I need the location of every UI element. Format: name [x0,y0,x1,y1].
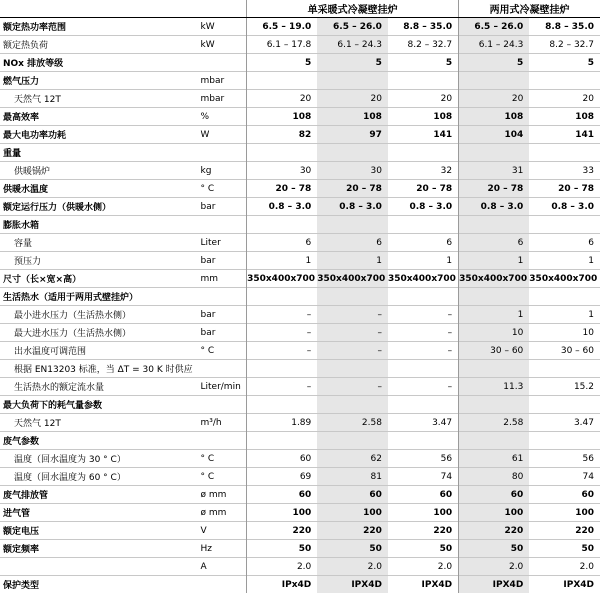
row-value: 60 [388,486,459,504]
table-row [0,126,600,144]
row-value: 220 [529,522,600,540]
row-value: 6.5 – 26.0 [459,18,530,36]
row-value [317,72,388,90]
row-value: – [317,306,388,324]
row-value [529,432,600,450]
row-value: 15.2 [529,378,600,396]
table-row [0,36,600,54]
row-unit [196,432,246,450]
header-group-heating-only: 单采暖式冷凝壁挂炉 [247,0,459,18]
row-value: 56 [388,450,459,468]
row-label: 膨胀水箱 [0,216,196,234]
row-value: 2.0 [459,558,530,576]
row-label: 最大负荷下的耗气量参数 [0,396,196,414]
row-label: 容量 [0,234,196,252]
row-value: 82 [247,126,318,144]
row-unit: ° C [196,180,246,198]
row-value: 100 [459,504,530,522]
row-value: 108 [317,108,388,126]
row-unit: A [196,558,246,576]
row-value: 1 [459,252,530,270]
row-value: 108 [247,108,318,126]
table-row [0,450,600,468]
row-value: 30 – 60 [459,342,530,360]
row-value: 108 [529,108,600,126]
row-value [317,288,388,306]
row-label: 额定热负荷 [0,36,196,54]
table-row [0,432,600,450]
row-value [388,216,459,234]
row-value: 20 – 78 [459,180,530,198]
row-unit: W [196,126,246,144]
table-row [0,360,600,378]
row-label: 额定频率 [0,540,196,558]
table-row [0,288,600,306]
header-group-combi: 两用式冷凝壁挂炉 [459,0,600,18]
row-value: 1 [317,252,388,270]
row-value: 56 [529,450,600,468]
row-value: 6 [388,234,459,252]
header-spacer-label [0,0,196,18]
table-row [0,216,600,234]
row-value: – [247,306,318,324]
row-value: IPX4D [388,576,459,593]
row-value: 5 [247,54,318,72]
row-value: – [317,342,388,360]
row-value: 8.8 – 35.0 [529,18,600,36]
row-value: 20 [459,90,530,108]
row-value: 6.5 – 19.0 [247,18,318,36]
row-unit [196,360,246,378]
row-value: 220 [317,522,388,540]
row-value: 20 [247,90,318,108]
row-value: 20 – 78 [317,180,388,198]
row-value: 69 [247,468,318,486]
row-value: 10 [459,324,530,342]
table-row [0,414,600,432]
row-value: 20 – 78 [247,180,318,198]
row-value: 81 [317,468,388,486]
row-value: 350x400x700 [317,270,388,288]
row-label: 生活热水（适用于两用式壁挂炉） [0,288,196,306]
row-value: 30 – 60 [529,342,600,360]
table-row [0,18,600,36]
row-value: 74 [388,468,459,486]
row-value: – [388,378,459,396]
row-value: 1 [247,252,318,270]
row-label: 预压力 [0,252,196,270]
row-value [388,288,459,306]
row-label: 最小进水压力（生活热水侧） [0,306,196,324]
row-value [388,72,459,90]
row-value: 220 [459,522,530,540]
row-unit [196,288,246,306]
row-label: 最大进水压力（生活热水侧） [0,324,196,342]
row-unit: mm [196,270,246,288]
table-row [0,270,600,288]
row-value: 100 [247,504,318,522]
row-value [247,144,318,162]
row-value: 20 [388,90,459,108]
row-value [459,72,530,90]
row-value: 0.8 – 3.0 [459,198,530,216]
row-unit: ø mm [196,486,246,504]
row-value: 97 [317,126,388,144]
row-value [459,216,530,234]
row-value: 20 – 78 [529,180,600,198]
row-value: 60 [247,486,318,504]
row-value [529,72,600,90]
row-value: 6 [529,234,600,252]
row-unit: Liter/min [196,378,246,396]
row-value: 30 [317,162,388,180]
row-value: 32 [388,162,459,180]
row-value: 1.89 [247,414,318,432]
row-label: 生活热水的额定流水量 [0,378,196,396]
row-label: 废气参数 [0,432,196,450]
row-value [388,396,459,414]
row-value [317,360,388,378]
table-row [0,162,600,180]
row-value: 60 [459,486,530,504]
row-label: 出水温度可调范围 [0,342,196,360]
row-label: 燃气压力 [0,72,196,90]
row-value: 60 [317,486,388,504]
row-label: 最大电功率功耗 [0,126,196,144]
row-value [529,288,600,306]
row-value [247,288,318,306]
table-row [0,540,600,558]
row-unit: ° C [196,342,246,360]
row-value: 11.3 [459,378,530,396]
row-value: 6 [317,234,388,252]
row-value: 8.8 – 35.0 [388,18,459,36]
row-value [459,144,530,162]
row-value: 6.1 – 17.8 [247,36,318,54]
row-value: IPX4D [529,576,600,593]
row-unit [196,216,246,234]
row-label: 天然气 12T [0,90,196,108]
table-body [0,18,600,593]
row-unit: V [196,522,246,540]
row-value [459,396,530,414]
row-value: 350x400x700 [459,270,530,288]
row-value [247,72,318,90]
row-value: 220 [388,522,459,540]
row-unit: Hz [196,540,246,558]
row-value: IPX4D [317,576,388,593]
row-value: 100 [529,504,600,522]
table-row [0,576,600,593]
row-value: 3.47 [529,414,600,432]
row-unit: bar [196,324,246,342]
row-value: 1 [388,252,459,270]
table-row [0,108,600,126]
table-header-row [0,0,600,18]
row-value: 8.2 – 32.7 [529,36,600,54]
row-value: 74 [529,468,600,486]
table-row [0,252,600,270]
row-value: 6 [459,234,530,252]
row-value: 60 [529,486,600,504]
row-value: 6.1 – 24.3 [317,36,388,54]
row-label: 额定热功率范围 [0,18,196,36]
row-value: 31 [459,162,530,180]
row-value [317,144,388,162]
row-value: 33 [529,162,600,180]
table-row [0,234,600,252]
row-value: 108 [388,108,459,126]
row-unit: ° C [196,468,246,486]
row-value: 350x400x700 [529,270,600,288]
row-value: 3.47 [388,414,459,432]
row-label: 重量 [0,144,196,162]
row-value [459,432,530,450]
row-unit: mbar [196,72,246,90]
row-value: – [247,378,318,396]
row-label [0,558,196,576]
table-row [0,504,600,522]
row-label: 保护类型 [0,576,196,593]
row-value: 50 [388,540,459,558]
row-label: NOx 排放等级 [0,54,196,72]
row-label: 供暖锅炉 [0,162,196,180]
row-unit: kg [196,162,246,180]
table-row [0,378,600,396]
row-value: 0.8 – 3.0 [529,198,600,216]
row-value: 62 [317,450,388,468]
row-unit: bar [196,306,246,324]
row-value [529,360,600,378]
row-unit: kW [196,36,246,54]
row-label: 废气排放管 [0,486,196,504]
table-row [0,558,600,576]
row-value: 2.0 [529,558,600,576]
row-value [247,216,318,234]
row-unit: bar [196,252,246,270]
row-value: 100 [317,504,388,522]
table-row [0,180,600,198]
table-row [0,468,600,486]
row-value [388,360,459,378]
row-value [317,396,388,414]
row-value: 61 [459,450,530,468]
row-unit [196,396,246,414]
row-value: 8.2 – 32.7 [388,36,459,54]
row-unit: kW [196,18,246,36]
row-value: 6.1 – 24.3 [459,36,530,54]
row-value: 50 [247,540,318,558]
row-value: 5 [388,54,459,72]
row-value: 30 [247,162,318,180]
table-row [0,54,600,72]
row-value: 2.0 [388,558,459,576]
row-value: 5 [317,54,388,72]
row-value: 10 [529,324,600,342]
row-value: 141 [529,126,600,144]
row-value: 350x400x700 [247,270,318,288]
row-label: 最高效率 [0,108,196,126]
row-value [317,216,388,234]
table-row [0,198,600,216]
row-value: 141 [388,126,459,144]
row-value: 2.58 [459,414,530,432]
row-value: 20 [317,90,388,108]
row-value: – [388,306,459,324]
row-label: 天然气 12T [0,414,196,432]
row-value: 2.0 [317,558,388,576]
row-unit [196,144,246,162]
row-value [459,360,530,378]
row-value: 5 [459,54,530,72]
row-value [247,360,318,378]
row-value: 0.8 – 3.0 [247,198,318,216]
table-row [0,396,600,414]
row-value: IPX4D [459,576,530,593]
row-label: 温度（回水温度为 60 ° C） [0,468,196,486]
row-value [459,288,530,306]
row-unit: Liter [196,234,246,252]
row-value: – [247,324,318,342]
row-label: 温度（回水温度为 30 ° C） [0,450,196,468]
row-value [388,432,459,450]
row-unit: ø mm [196,504,246,522]
row-value: 1 [529,252,600,270]
table-row [0,90,600,108]
table-row [0,486,600,504]
row-value: 2.0 [247,558,318,576]
row-value: 50 [317,540,388,558]
row-unit [196,54,246,72]
row-value [529,144,600,162]
row-unit: ° C [196,450,246,468]
row-value: 108 [459,108,530,126]
row-label: 供暖水温度 [0,180,196,198]
row-value: 100 [388,504,459,522]
table-row [0,144,600,162]
row-value: 80 [459,468,530,486]
row-value: 5 [529,54,600,72]
row-label: 额定运行压力（供暖水侧） [0,198,196,216]
row-unit [196,576,246,593]
row-value: 350x400x700 [388,270,459,288]
row-value: 2.58 [317,414,388,432]
row-value [529,216,600,234]
row-label: 进气管 [0,504,196,522]
row-unit: % [196,108,246,126]
table-row [0,342,600,360]
row-value: 6 [247,234,318,252]
table-row [0,306,600,324]
row-value: 1 [529,306,600,324]
row-value: – [247,342,318,360]
row-unit: mbar [196,90,246,108]
row-value: – [388,342,459,360]
row-unit: bar [196,198,246,216]
row-label: 根据 EN13203 标准，当 ΔT = 30 K 时供应 [0,360,196,378]
table-row [0,72,600,90]
table-row [0,324,600,342]
row-label: 尺寸（长×宽×高） [0,270,196,288]
row-value: 20 – 78 [388,180,459,198]
row-value [388,144,459,162]
row-value: 6.5 – 26.0 [317,18,388,36]
row-value: – [388,324,459,342]
row-value [247,396,318,414]
row-unit: m³/h [196,414,246,432]
row-value: IPx4D [247,576,318,593]
row-label: 额定电压 [0,522,196,540]
row-value: 1 [459,306,530,324]
row-value [317,432,388,450]
row-value: – [317,324,388,342]
row-value: 104 [459,126,530,144]
row-value: 0.8 – 3.0 [388,198,459,216]
row-value: 50 [529,540,600,558]
row-value [247,432,318,450]
row-value: 60 [247,450,318,468]
row-value: 0.8 – 3.0 [317,198,388,216]
row-value: 20 [529,90,600,108]
row-value [529,396,600,414]
row-value: 50 [459,540,530,558]
row-value: – [317,378,388,396]
row-value: 220 [247,522,318,540]
header-spacer-unit [196,0,246,18]
